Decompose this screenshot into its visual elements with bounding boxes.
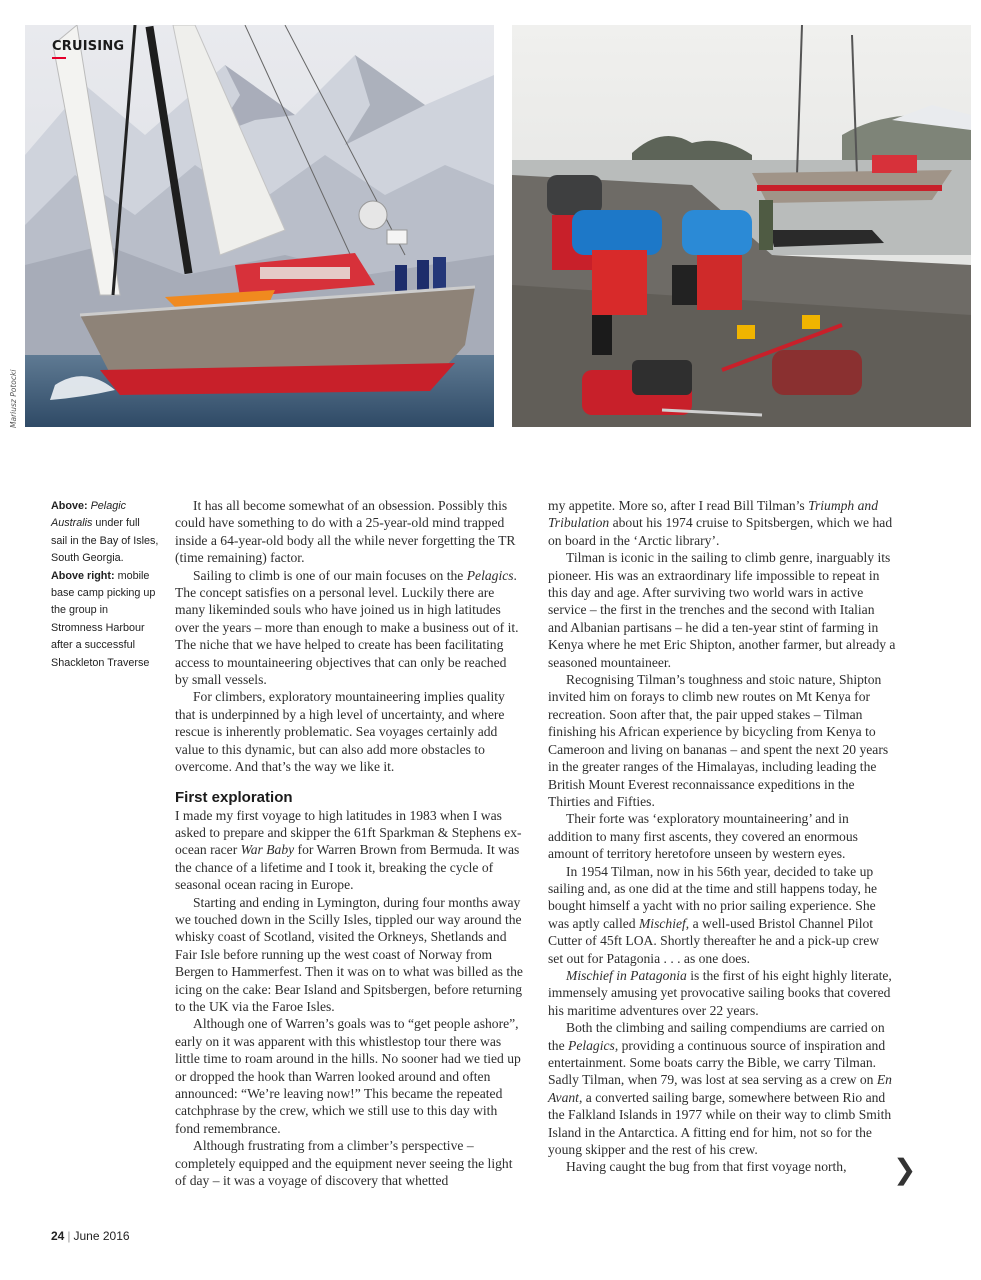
page-folio [51,1229,130,1243]
paragraph: Their forte was ‘exploratory mountaineering’ and in addition to many first ascents, they covered an enormous amount of territory heretofore unseen by western eyes. [548,811,858,862]
paragraph: Starting and ending in Lymington, during four months away we touched down in the Scilly Isles, tippled our way around the whisky coast of Scotland, visited the Orkneys, Shetlands and Fair Isle before running up the west coast of Norway from Bergen to Hammerfest. Then it was on to what was billed as the icing on the cake: Bear Island and Spitsbergen, before returning to the UK via the Faroe Isles. [175,894,523,1014]
caption-vessel-name: Pelagic Australis [51,500,127,530]
base-camp-illustration [512,25,971,427]
caption-lead-2: Above right: [51,569,115,582]
continue-arrow-icon: ❯ [893,1153,917,1186]
paragraph: Mischief in Patagonia is the first of his eight highly literate, immensely amusing yet provocative sailing books that covered his maritime adventures over 22 years. [548,967,892,1018]
photo-yacht-under-sail [25,25,494,427]
paragraph: It has all become somewhat of an obsession. Possibly this could have something to do with a 25-year-old mind trapped inside a 64-year-old body all the while never forgetting the TR (time remaining) factor. [175,498,516,566]
caption-text-1: under full sail in the Bay of Isles, South Georgia. [51,517,159,565]
photo-credit-text: Mariusz Potocki [9,369,18,428]
photo-caption [51,498,159,672]
paragraph: Although frustrating from a climber’s perspective – completely equipped and the equipment never seeing the light of day – it was a voyage of discovery that whetted [175,1138,513,1189]
paragraph: Tilman is iconic in the sailing to climb genre, inarguably its pioneer. His was an extraordinary life impossible to repeat in this day and age. After surviving two world wars in active service – the first in the trenches and the second with Italian and Albanian partisans – he did a ten-year stint of farming in Kenya where he met Eric Shipton, another farmer, but already a seasoned mountaineer. [548,550,896,670]
photo-base-camp [512,25,971,427]
article-column-2 [548,497,896,1176]
paragraph: Recognising Tilman’s toughness and stoic nature, Shipton invited him on forays to climb new routes on Mt Kenya for recreation. Soon after that, the pair upped stakes – Tilman finishing his African experience by bicycling from Kenya to Cameroon and living on bananas – and spent the next 20 years in the greater ranges of the Himalayas, including leading the British Mount Everest reconnaissance expeditions in the Thirties and Fifties. [548,672,889,809]
caption-lead-1: Above: [51,500,88,512]
section-accent-rule [52,57,66,59]
paragraph: Having caught the bug from that first voyage north, [566,1159,847,1175]
folio-separator: | [67,1229,71,1243]
paragraph: Sailing to climb is one of our main focuses on the Pelagics. The concept satisfies on a personal level. Luckily there are many likeminded souls who have joined us in high latitudes over the years – more than enough to make a business out of it. The niche that we have helped to create has been facilitating access to mountaineering objectives that can only be reached by small vessels. [175,567,519,688]
page-number: 24 [51,1229,65,1243]
paragraph: Although one of Warren’s goals was to “get people ashore”, early on it was apparent with this whistlestop tour there was little time to roam around in the hills. No sooner had we tied up or dropped the hook than Warren looked around and often announced: “We’re leaving now!” This became the repeated catchphrase by the crew, which we still use to this day with fond remembrance. [175,1016,521,1136]
yacht-illustration [25,25,494,427]
section-heading: First exploration [175,788,293,806]
issue-date: June 2016 [73,1229,130,1243]
paragraph: my appetite. More so, after I read Bill Tilman’s Triumph and Tribulation about his 1974 cruise to Spitsbergen, which we had on board in the ‘Arctic library’. [548,498,893,548]
section-tag: CRUISING [52,39,125,54]
article-column-1 [175,497,523,1189]
paragraph: Both the climbing and sailing compendiums are carried on the Pelagics, providing a continuous source of inspiration and entertainment. Some boats carry the Bible, we carry Tilman. Sadly Tilman, when 79, was lost at sea serving as a crew on En Avant, a converted sailing barge, somewhere between Rio and the Falkland Islands in 1977 while on their way to climb Smith Island in the Antarctica. A fitting end for him, not so for the young skipper and the rest of his crew. [548,1020,892,1158]
paragraph: In 1954 Tilman, now in his 56th year, decided to take up sailing and, as one did at the time and still happens today, he bought himself a yacht with no prior sailing experience. She was aptly called Mischief, a well-used Bristol Channel Pilot Cutter of 45ft LOA. Shortly thereafter he and a pick-up crew set out for Patagonia . . . as one does. [548,863,880,966]
caption-text-2: mobile base camp picking up the group in Stromness Harbour after a successful Shackleton Traverse [51,569,156,669]
paragraph: I made my first voyage to high latitudes in 1983 when I was asked to prepare and skipper the 61ft Sparkman & Stephens ex-ocean racer War Baby for Warren Brown from Bermuda. It was the chance of a lifetime and I took it, breaking the cycle of seasonal ocean racing in Europe. [175,807,522,893]
paragraph: For climbers, exploratory mountaineering implies quality that is underpinned by a high level of uncertainty, and where rescue is inherently problematic. Sea voyages certainly add value to this dynamic, but can also add more obstacles to overcome. And that’s the way we like it. [175,689,505,775]
